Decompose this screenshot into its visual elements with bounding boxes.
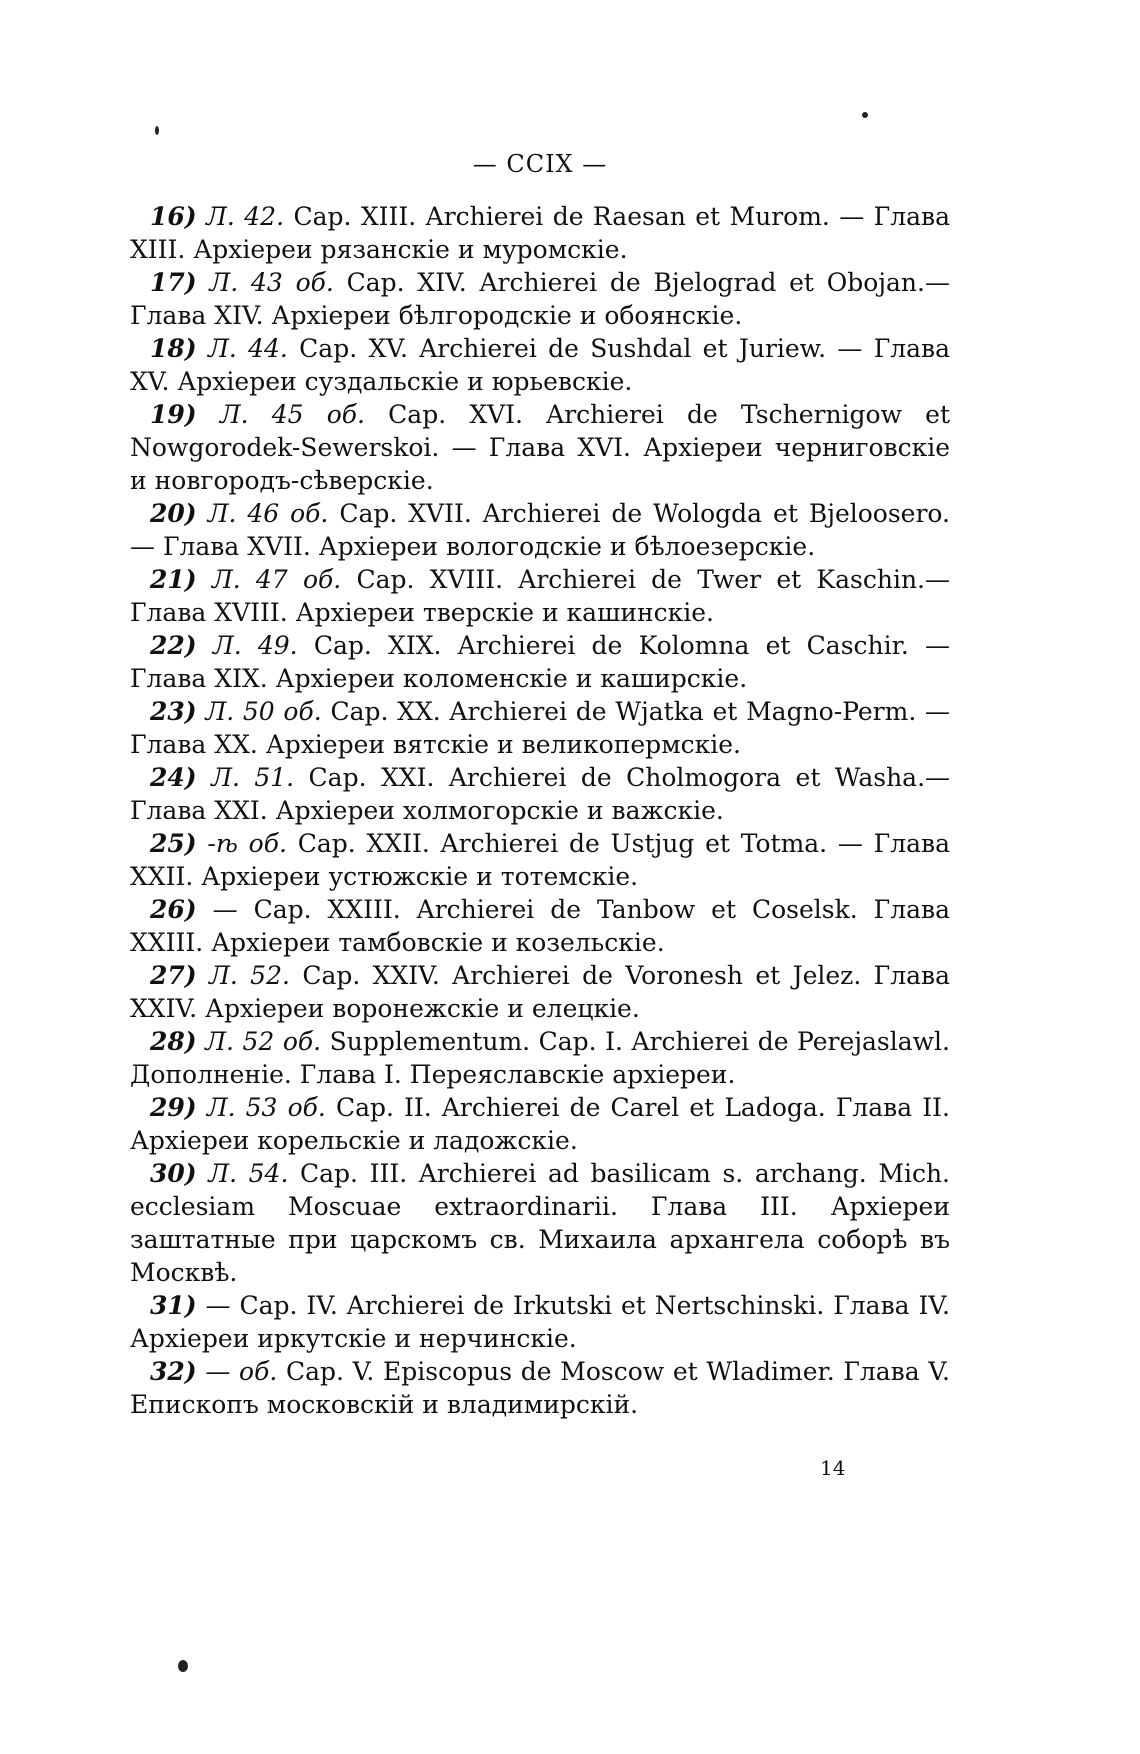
entry: 21) Л. 47 об. Cap. XVIII. Archierei de Twer et Kaschin.— Глава XVIII. Архіереи тверскіе и кашинскіе.	[130, 565, 950, 627]
signature-mark: 14	[820, 1456, 846, 1480]
entry: 17) Л. 43 об. Cap. XIV. Archierei de Bjelograd et Obojan.— Глава XIV. Архіереи бѣлгородскіе и обоянскіе.	[130, 268, 950, 330]
page-header: — CCIX —	[472, 150, 608, 178]
entry: 24) Л. 51. Cap. XXI. Archierei de Cholmogora et Washa.— Глава XXI. Архіереи холмогорскіе и важскіе.	[130, 763, 951, 825]
entry: 19) Л. 45 об. Cap. XVI. Archierei de Tschernigow et Nowgorodek-Sewerskoi. — Глава XVI. Архіереи черниговскіе и новгородъ-сѣверскіе.	[130, 400, 950, 495]
entry: 28) Л. 52 об. Supplementum. Cap. I. Archierei de Perejaslawl. Дополненіе. Глава I. Переяславскіе архіереи.	[130, 1027, 950, 1089]
entry: 18) Л. 44. Cap. XV. Archierei de Sushdal et Juriew. — Глава XV. Архіереи суздальскіе и юрьевскіе.	[130, 334, 951, 396]
ink-speck	[155, 126, 159, 135]
entry: 30) Л. 54. Cap. III. Archierei ad basilicam s. archang. Mich. ecclesiam Moscuae extraordinarii. Глава III. Архіереи заштатные при царскомъ св. Михаила архангела соборѣ въ Москвѣ.	[130, 1159, 951, 1287]
entry: 23) Л. 50 об. Cap. XX. Archierei de Wjatka et Magno-Perm. — Глава XX. Архіереи вятскіе и великопермскіе.	[130, 697, 950, 759]
ink-speck	[178, 1660, 188, 1672]
ink-speck	[862, 112, 868, 118]
entry-list	[130, 200, 950, 1421]
entry: 31) — Cap. IV. Archierei de Irkutski et Nertschinski. Глава IV. Архіереи иркутскіе и нерчинскіе.	[130, 1291, 950, 1353]
entry: 26) — Cap. XXIII. Archierei de Tanbow et Coselsk. Глава XXIII. Архіереи тамбовскіе и козельскіе.	[130, 895, 950, 957]
entry: 20) Л. 46 об. Cap. XVII. Archierei de Wologda et Bjeloosero. — Глава XVII. Архіереи вологодскіе и бѣлоезерскіе.	[130, 499, 950, 561]
entry: 32) — об. Cap. V. Episcopus de Moscow et Wladimer. Глава V. Епископъ московскій и владимирскій.	[130, 1357, 950, 1419]
entry: 27) Л. 52. Cap. XXIV. Archierei de Voronesh et Jelez. Глава XXIV. Архіереи воронежскіе и елецкіе.	[130, 961, 950, 1023]
page-text	[130, 150, 950, 1421]
entry: 16) Л. 42. Cap. XIII. Archierei de Raesan et Murom. — Глава XIII. Архіереи рязанскіе и муромскіе.	[130, 202, 951, 264]
entry: 25) -ѣ об. Cap. XXII. Archierei de Ustjug et Totma. — Глава XXII. Архіереи устюжскіе и тотемскіе.	[130, 829, 950, 891]
entry: 22) Л. 49. Cap. XIX. Archierei de Kolomna et Caschir. — Глава XIX. Архіереи коломенскіе и каширскіе.	[130, 631, 950, 693]
entry: 29) Л. 53 об. Cap. II. Archierei de Carel et Ladoga. Глава II. Архіереи корельскіе и ладожскіе.	[130, 1093, 950, 1155]
